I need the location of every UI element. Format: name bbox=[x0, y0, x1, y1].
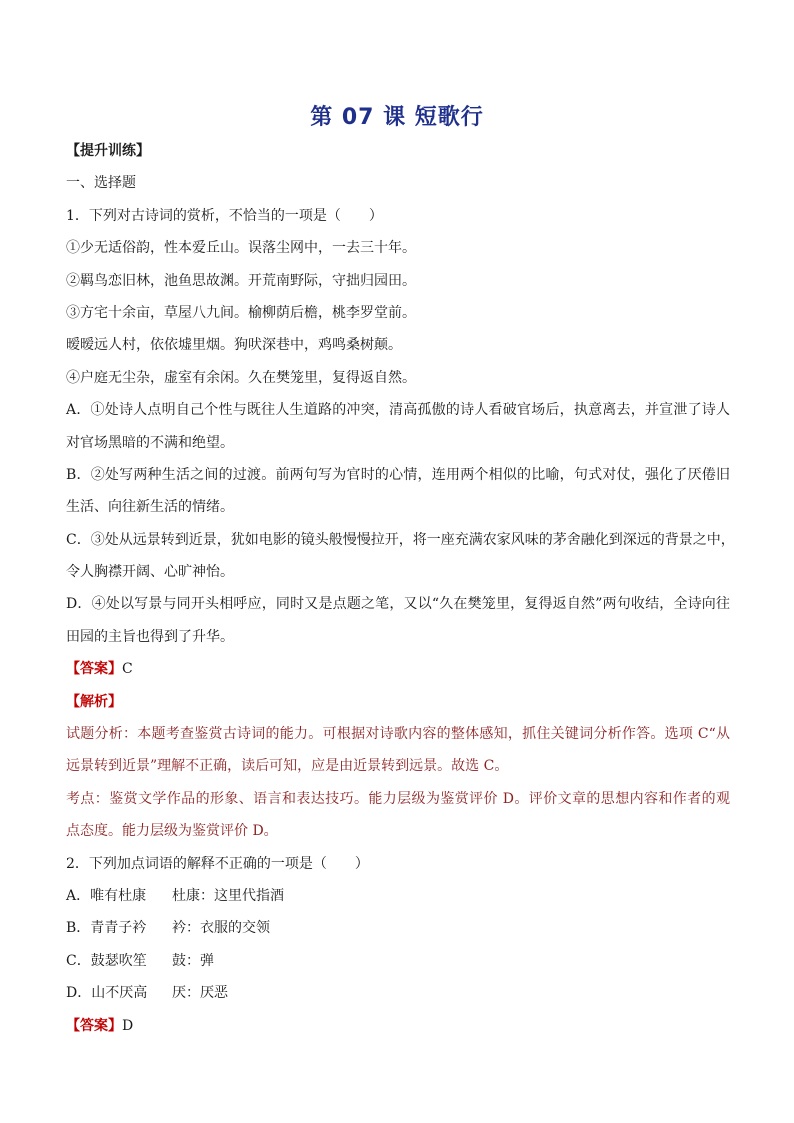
option-b-line-1: B．②处写两种生活之间的过渡。前两句写为官时的心情，连用两个相似的比喻，句式对仗，强化了厌倦旧 bbox=[66, 466, 730, 483]
answer-2 bbox=[66, 1016, 730, 1036]
q2-option bbox=[66, 886, 730, 906]
option-a-line-1: A．①处诗人点明自己个性与既往人生道路的冲突，清高孤傲的诗人看破官场后，执意离去，并宣泄了诗人 bbox=[66, 402, 730, 419]
poem-line: ①少无适俗韵，性本爱丘山。误落尘网中，一去三十年。 bbox=[66, 240, 416, 257]
section-label: 【提升训练】 bbox=[66, 143, 150, 159]
analysis-label: 【解析】 bbox=[66, 693, 122, 710]
option-a-line-2: 对官场黑暗的不满和绝望。 bbox=[66, 434, 234, 451]
option-b-line-2: 生活、向往新生活的情绪。 bbox=[66, 499, 234, 516]
option-d-line-2: 田园的主旨也得到了升华。 bbox=[66, 628, 234, 645]
q2-option-gloss: 鼓：弹 bbox=[172, 952, 214, 969]
answer-value: D bbox=[122, 1017, 134, 1034]
answer-label: 【答案】 bbox=[66, 661, 122, 678]
point-line-1: 考点：鉴赏文学作品的形象、语言和表达技巧。能力层级为鉴赏评价 D。评价文章的思想内容和作者的观 bbox=[66, 790, 730, 807]
point-line-2: 点态度。能力层级为鉴赏评价 D。 bbox=[66, 823, 278, 840]
page-title: 第 07 课 短歌行 bbox=[310, 105, 484, 130]
poem-line: ③方宅十余亩，草屋八九间。榆柳荫后檐，桃李罗堂前。 bbox=[66, 304, 416, 321]
q2-option-gloss: 衿：衣服的交领 bbox=[172, 920, 270, 937]
answer-label: 【答案】 bbox=[66, 1017, 122, 1034]
answer-1 bbox=[66, 659, 730, 679]
q2-option-term: C．鼓瑟吹笙 bbox=[66, 952, 147, 969]
option-c-line-1: C．③处从远景转到近景，犹如电影的镜头般慢慢拉开，将一座充满农家风味的茅舍融化到深远的背景之中， bbox=[66, 531, 735, 548]
document-body bbox=[66, 141, 735, 1048]
analysis-line-1: 试题分析：本题考查鉴赏古诗词的能力。可根据对诗歌内容的整体感知，抓住关键词分析作答。选项 C“从 bbox=[66, 726, 730, 743]
question-1-stem: 1．下列对古诗词的赏析，不恰当的一项是（ ） bbox=[66, 207, 383, 224]
poem-line: ②羁鸟恋旧林，池鱼思故渊。开荒南野际，守拙归园田。 bbox=[66, 272, 416, 289]
q2-option-gloss: 杜康：这里代指酒 bbox=[172, 887, 284, 904]
option-d-line-1: D．④处以写景与同开头相呼应，同时又是点题之笔，又以“久在樊笼里，复得返自然”两句收结，全诗向往 bbox=[66, 596, 730, 613]
question-2-stem: 2．下列加点词语的解释不正确的一项是（ ） bbox=[66, 855, 369, 872]
poem-line: ④户庭无尘杂，虚室有余闲。久在樊笼里，复得返自然。 bbox=[66, 369, 416, 386]
section-heading: 一、选择题 bbox=[66, 175, 136, 192]
answer-value: C bbox=[122, 661, 133, 678]
q2-option bbox=[66, 983, 730, 1003]
q2-option-term: D．山不厌高 bbox=[66, 985, 148, 1002]
q2-option-term: A．唯有杜康 bbox=[66, 887, 147, 904]
analysis-line-2: 远景转到近景”理解不正确，读后可知，应是由近景转到远景。故选 C。 bbox=[66, 758, 509, 775]
poem-line: 暧暧远人村，依依墟里烟。狗吠深巷中，鸡鸣桑树颠。 bbox=[66, 337, 402, 354]
option-c-line-2: 令人胸襟开阔、心旷神怡。 bbox=[66, 564, 234, 581]
q2-option bbox=[66, 951, 730, 971]
q2-option-gloss: 厌：厌恶 bbox=[172, 985, 228, 1002]
q2-option bbox=[66, 918, 730, 938]
q2-option-term: B．青青子衿 bbox=[66, 920, 147, 937]
